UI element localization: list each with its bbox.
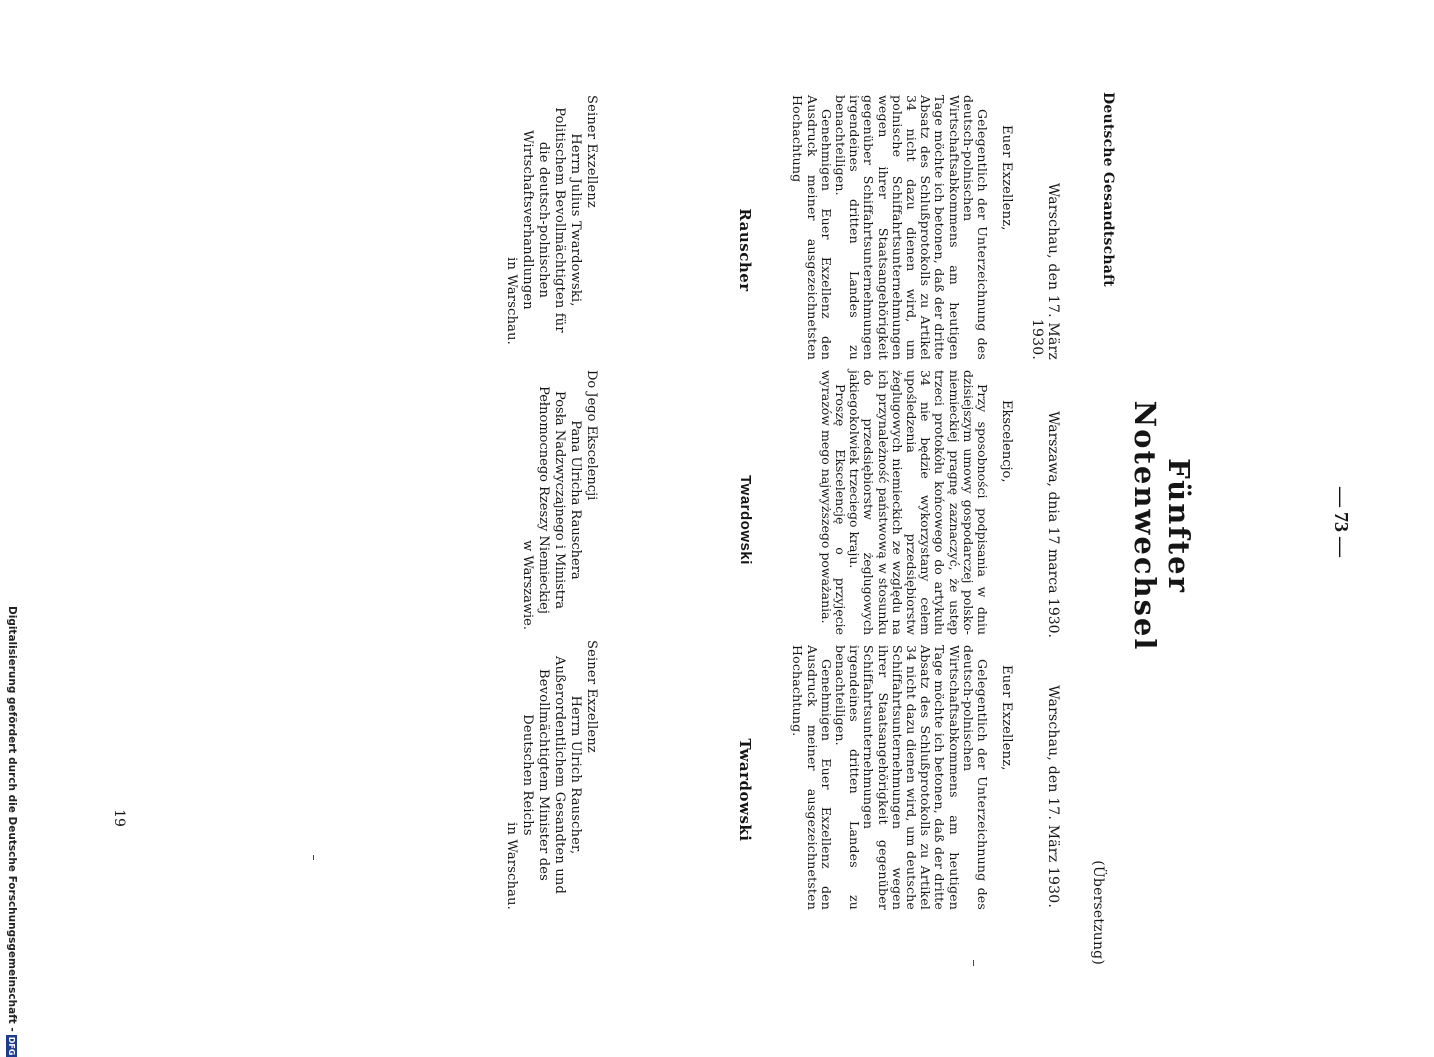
left-body-paragraph-2: Genehmigen Euer Exzellenz den Ausdruck meiner ausgezeichnetsten Hochachtung (790, 95, 834, 360)
left-body (790, 95, 989, 360)
right-address-line-2: Herrn Ulrich Rauscher, (568, 695, 583, 855)
right-heading: (Übersetzung) (1090, 860, 1106, 965)
middle-address-line-4: w Warszawie. (520, 540, 535, 630)
page-number-top: — 73 — (1330, 487, 1352, 557)
middle-signature: Twardowski (737, 475, 754, 565)
right-body-paragraph-2: Genehmigen Euer Exzellenz den Ausdruck meiner ausgezeichnetsten Hochachtung. (790, 645, 834, 910)
dfg-logo: DFG (7, 1036, 17, 1056)
left-body-paragraph-1: Gelegentlich der Unterzeichnung des deutsch-polnischen Wirtschaftsabkommens am heutigen Tage möchte ich betonen, daß der dritte Absatz des Schlußprotokolls zu Artikel 34 nicht dazu dienen wird, um polnische Schiffahrtsunternehmungen wegen ihrer Staatsangehörigkeit gegenüber Schiffahrtsunternehmungen irgendeines dritten Landes zu benachteiligen. (832, 95, 990, 360)
middle-body-paragraph-2: Proszę Ekscelencję o przyjęcie wyrazów mego najwyższego poważania. (818, 370, 848, 635)
right-date: Warschau, den 17. März 1930. (1045, 685, 1061, 908)
right-address-line-4: in Warschau. (504, 822, 519, 910)
middle-salutation: Ekscelencjo, (999, 400, 1014, 483)
left-address (503, 95, 599, 345)
footer-credit (6, 606, 18, 1056)
scan-mark (973, 960, 974, 966)
right-body (790, 645, 989, 910)
left-date: Warschau, den 17. März 1930. (1029, 182, 1061, 360)
middle-address-line-3: Posła Nadzwyczajnego i Ministra Pełnomocnego Rzeszy Niemieckiej (536, 386, 567, 614)
left-address-line-1: Seiner Exzellenz (584, 95, 599, 208)
right-address-line-1: Seiner Exzellenz (584, 640, 599, 753)
left-heading: Deutsche Gesandtschaft (1100, 92, 1116, 287)
right-signature: Twardowski (736, 738, 754, 842)
left-salutation: Euer Exzellenz, (999, 125, 1014, 231)
footer-text: Digitalisierung gefördert durch die Deutsche Forschungsgemeinschaft - (6, 606, 18, 1032)
middle-body-paragraph-1: Przy sposobności podpisania w dniu dzisiejszym umowy gospodarczej polsko-niemieckiej pragnę zaznaczyć, że ustęp trzeci protokółu końcowego do artykułu 34 nie będzie wykorzystany celem upośledzenia przedsiębiorstw żeglugowych niemieckich ze względu na ich przynależność państwową w stosunku do przedsiębiorstw żeglugowych jakiegokolwiek trzeciego kraju. (847, 370, 990, 635)
middle-date: Warszawa, dnia 17 marca 1930. (1045, 411, 1061, 638)
right-address-line-3: Außerordentlichem Gesandten und Bevollmächtigtem Minister des Deutschen Reichs (520, 655, 567, 894)
middle-body (819, 370, 989, 635)
middle-address-line-1: Do Jego Ekscelencji (584, 370, 599, 501)
left-signature: Rauscher (736, 208, 754, 292)
page-title: Fünfter Notenwechsel (1128, 400, 1196, 652)
right-salutation: Euer Exzellenz, (999, 665, 1014, 771)
left-address-line-2: Herrn Julius Twardowski, (568, 133, 583, 307)
scan-mark (313, 855, 314, 860)
left-address-line-3: Politischem Bevollmächtigten für die deutsch-polnischen Wirtschaftsverhandlungen (520, 107, 567, 333)
page-number-bottom: 19 (111, 809, 127, 827)
right-address (503, 640, 599, 910)
left-address-line-4: in Warschau. (504, 257, 519, 345)
middle-address-line-2: Pana Ulricha Rauschera (568, 420, 583, 580)
middle-address (519, 370, 599, 630)
right-body-paragraph-1: Gelegentlich der Unterzeichnung des deutsch-polnischen Wirtschaftsabkommens am heutigen Tage möchte ich betonen, daß der dritte Absatz des Schlußprotokolls zu Artikel 34 nicht dazu dienen wird, um deutsche Schiffahrtsunternehmungen wegen ihrer Staatsangehörigkeit gegenüber Schiffahrtsunternehmungen irgendeines dritten Landes zu benachteiligen. (832, 645, 990, 910)
